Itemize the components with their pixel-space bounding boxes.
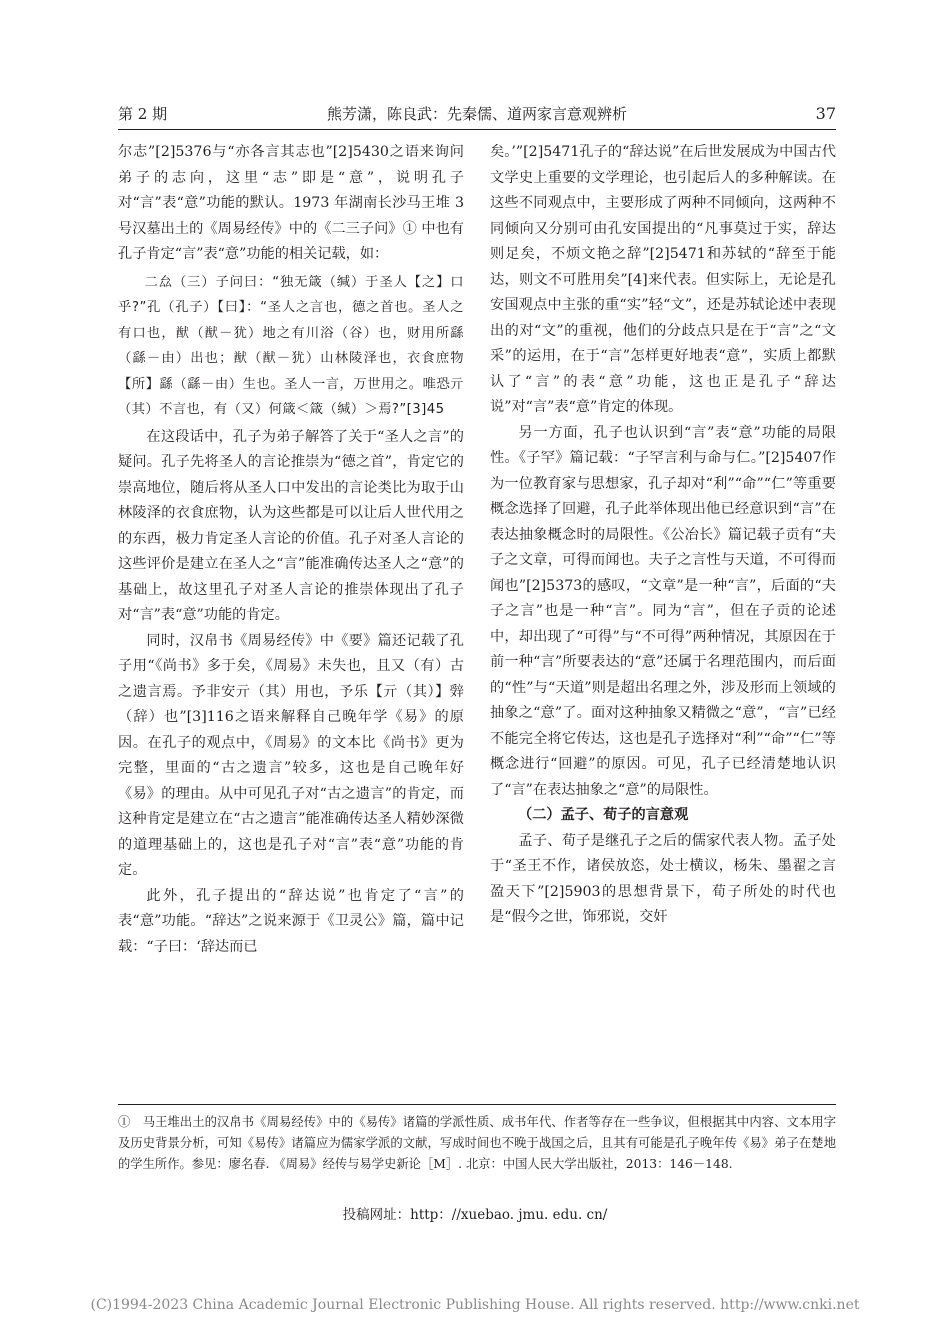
paragraph: 另一方面，孔子也认识到“言”表“意”功能的局限性。《子罕》篇记载：“子罕言利与命与仁。”[2]5407作为一位教育家与思想家，孔子却对“利”“命”“仁”等重要概念选择了回避，孔子此举体现出他已经意识到“言”在表达抽象概念时的局限性。《公冶长》篇记载子贡有“夫子之文章，可得而闻也。夫子之言性与天道，不可得而闻也”[2]5373的感叹，“文章”是一种“言”，后面的“夫子之言”也是一种“言”。同为“言”，但在子贡的论述中，却出现了“可得”与“不可得”两种情况，其原因在于前一种“言”所要表达的“意”还属于名理范围内，而后面的“性”与“天道”则是超出名理之外，涉及形而上领域的抽象之“意”了。面对这种抽象又精微之“意”，“言”已经不能完全将它传达，这也是孔子选择对“利”“命”“仁”等概念进行“回避”的原因。可见，孔子已经清楚地认识了“言”在表达抽象之“意”的局限性。 xyxy=(490,424,836,798)
quotation-block: 二厽（三）子问曰：“独无箴（缄）于圣人【之】口乎?”孔（孔子）【曰】：“圣人之言也，德之首也。圣人之有口也，猷（猷－犹）地之有川浴（谷）也，财用所繇（繇－由）出也；猷（猷－犹）山林陵泽也，衣食庶物【所】繇（繇－由）生也。圣人一言，万世用之。唯恐亓（其）不言也，有（又）何箴＜箴（缄）＞焉?”[3]45 xyxy=(118,274,464,417)
paragraph: 矣。’”[2]5471孔子的“辞达说”在后世发展成为中国古代文学史上重要的文学理论，也引起后人的多种解读。在这些不同观点中，主要形成了两种不同倾向，这两种不同倾向又分别可由孔安国提出的“凡事莫过于实，辞达则足矣，不烦文艳之辞”[2]5471和苏轼的“辞至于能达，则文不可胜用矣”[4]来代表。但实际上，无论是孔安国观点中主张的重“实”轻“文”，还是苏轼论述中表现出的对“文”的重视，他们的分歧点只是在于“言”之“文采”的运用，在于“言”怎样更好地表“意”，实质上都默认了“言”的表“意”功能，这也正是孔子“辞达说”对“言”表“意”肯定的体现。 xyxy=(490,144,836,415)
left-column xyxy=(118,140,464,960)
paragraph: 同时，汉帛书《周易经传》中《要》篇还记载了孔子用“《尚书》多于矣，《周易》未失也，且又（有）古之遗言焉。予非安亓（其）用也，予乐【亓（其）】辤（辞）也”[3]116之语来解释自己晚年学《易》的原因。在孔子的观点中，《周易》的文本比《尚书》更为完整，里面的“古之遗言”较多，这也是自己晚年好《易》的理由。从中可见孔子对“古之遗言”的肯定，而这种肯定是建立在“古之遗言”能准确传达圣人精妙深微的道理基础上的，这也是孔子对“言”表“意”功能的肯定。 xyxy=(118,632,464,878)
submission-url: 投稿网址：http：//xuebao. jmu. edu. cn/ xyxy=(342,1207,608,1223)
paragraph: 孟子、荀子是继孔子之后的儒家代表人物。孟子处于“圣王不作，诸侯放恣，处士横议，杨朱、墨翟之言盈天下”[2]5903的思想背景下，荀子所处的时代也是“假今之世，饰邪说，交奸 xyxy=(490,832,836,925)
footnote: ① 马王堆出土的汉帛书《周易经传》中的《易传》诸篇的学派性质、成书年代、作者等存在一些争议，但根据其中内容、文本用字及历史背景分析，可知《易传》诸篇应为儒家学派的文献，写成时间也不晚于战国之后，且其有可能是孔子晚年传《易》弟子在楚地的学生所作。参见：廖名春. 《周易》经传与易学史新论［M］. 北京：中国人民大学出版社，2013：146－148. xyxy=(118,1115,836,1171)
running-title: 熊芳潇，陈良武：先秦儒、道两家言意观辨析 xyxy=(326,105,627,123)
issue-number: 第 2 期 xyxy=(118,105,168,123)
paragraph: 在这段话中，孔子为弟子解答了关于“圣人之言”的疑问。孔子先将圣人的言论推崇为“德之首”，肯定它的崇高地位，随后将从圣人口中发出的言论类比为取于山林陵泽的衣食庶物，认为这些都是可以让后人世代用之的东西，极力肯定圣人言论的价值。孔子对圣人言论的这些评价是建立在圣人之“言”能准确传达圣人之“意”的基础上，故这里孔子对圣人言论的推崇体现出了孔子对“言”表“意”功能的肯定。 xyxy=(118,428,464,623)
running-header xyxy=(118,102,836,126)
page-number: 37 xyxy=(815,104,836,123)
right-column xyxy=(490,140,836,931)
section-heading: （二）孟子、荀子的言意观 xyxy=(518,807,689,823)
footnote-rule xyxy=(118,1104,836,1105)
paragraph: 此外，孔子提出的“辞达说”也肯定了“言”的表“意”功能。“辞达”之说来源于《卫灵公》篇，篇中记载：“子曰：‘辞达而已 xyxy=(118,887,464,955)
header-rule xyxy=(118,129,836,130)
copyright-notice: (C)1994-2023 China Academic Journal Electronic Publishing House. All rights reserved. http://www.cnki.net xyxy=(90,1297,860,1313)
paragraph: 尔志”[2]5376与“亦各言其志也”[2]5430之语来询问弟子的志向，这里“志”即是“意”，说明孔子对“言”表“意”功能的默认。1973 年湖南长沙马王堆 3 号汉墓出土的《周易经传》中的《二三子问》① 中也有孔子肯定“言”表“意”功能的相关记载，如： xyxy=(118,144,464,262)
